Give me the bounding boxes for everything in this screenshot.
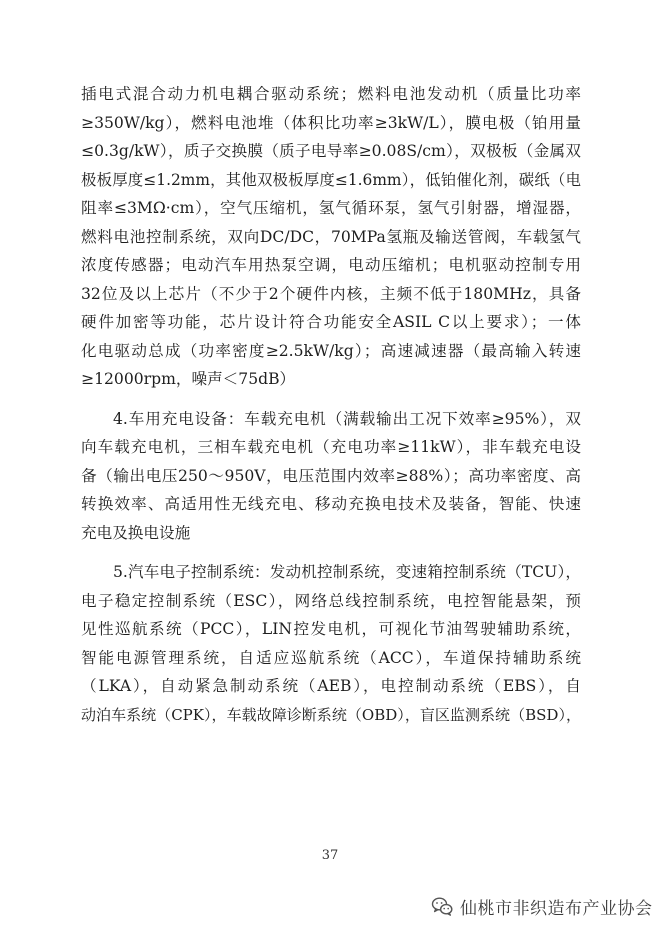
text-line: 4.车用充电设备：车载充电机（满载输出工况下效率≥95%），双 [113, 409, 581, 428]
watermark-text: 仙桃市非织造布产业协会 [460, 898, 653, 919]
paragraph-charging-equipment [81, 405, 581, 548]
text-line: 向车载充电机，三相车载充电机（充电功率≥11kW），非车载充电设 [81, 438, 581, 456]
text-line: ≥12000rpm，噪声＜75dB） [81, 370, 296, 388]
text-line: 智能电源管理系统，自适应巡航系统（ACC），车道保持辅助系统 [81, 648, 581, 667]
text-line: 动泊车系统（CPK），车载故障诊断系统（OBD），盲区监测系统（BSD）， [81, 705, 581, 724]
text-line: 浓度传感器；电动汽车用热泵空调，电动压缩机；电机驱动控制专用 [81, 256, 581, 274]
paragraph-gap [81, 394, 581, 405]
wechat-watermark [430, 892, 653, 920]
text-line: 备（输出电压250～950V，电压范围内效率≥88%）；高功率密度、高 [81, 466, 581, 485]
text-line: 阻率≤3MΩ·cm），空气压缩机，氢气循环泵，氢气引射器，增湿器， [81, 199, 581, 217]
document-body [81, 80, 581, 729]
paragraph-powertrain [81, 80, 581, 394]
text-line: 32位及以上芯片（不少于2个硬件内核，主频不低于180MHz，具备 [81, 284, 581, 303]
text-line: 极板厚度≤1.2mm，其他双极板厚度≤1.6mm），低铂催化剂，碳纸（电 [81, 170, 581, 189]
text-line: 化电驱动总成（功率密度≥2.5kW/kg）；高速减速器（最高输入转速 [81, 341, 581, 360]
text-line: ≥350W/kg），燃料电池堆（体积比功率≥3kW/L），膜电极（铂用量 [81, 113, 581, 132]
text-line: 充电及换电设施 [81, 523, 191, 542]
text-line: 插电式混合动力机电耦合驱动系统；燃料电池发动机（质量比功率 [81, 85, 581, 103]
text-line: 转换效率、高适用性无线充电、移动充换电技术及装备，智能、快速 [81, 495, 581, 513]
paragraph-electronic-control [81, 558, 581, 729]
text-line: （LKA），自动紧急制动系统（AEB），电控制动系统（EBS），自 [81, 677, 581, 695]
text-line: 5.汽车电子控制系统：发动机控制系统，变速箱控制系统（TCU）， [113, 563, 581, 581]
text-line: 电子稳定控制系统（ESC），网络总线控制系统，电控智能悬架，预 [81, 591, 581, 610]
text-line: ≤0.3g/kW），质子交换膜（质子电导率≥0.08S/cm），双极板（金属双 [81, 142, 581, 160]
text-line: 硬件加密等功能，芯片设计符合功能安全ASIL C以上要求）；一体 [81, 313, 581, 331]
text-line: 燃料电池控制系统，双向DC/DC，70MPa氢瓶及输送管阀，车载氢气 [81, 227, 581, 246]
paragraph-gap [81, 547, 581, 558]
text-line: 见性巡航系统（PCC），LIN控发电机，可视化节油驾驶辅助系统， [81, 620, 581, 638]
wechat-icon [430, 894, 454, 918]
page-number: 37 [321, 848, 339, 863]
